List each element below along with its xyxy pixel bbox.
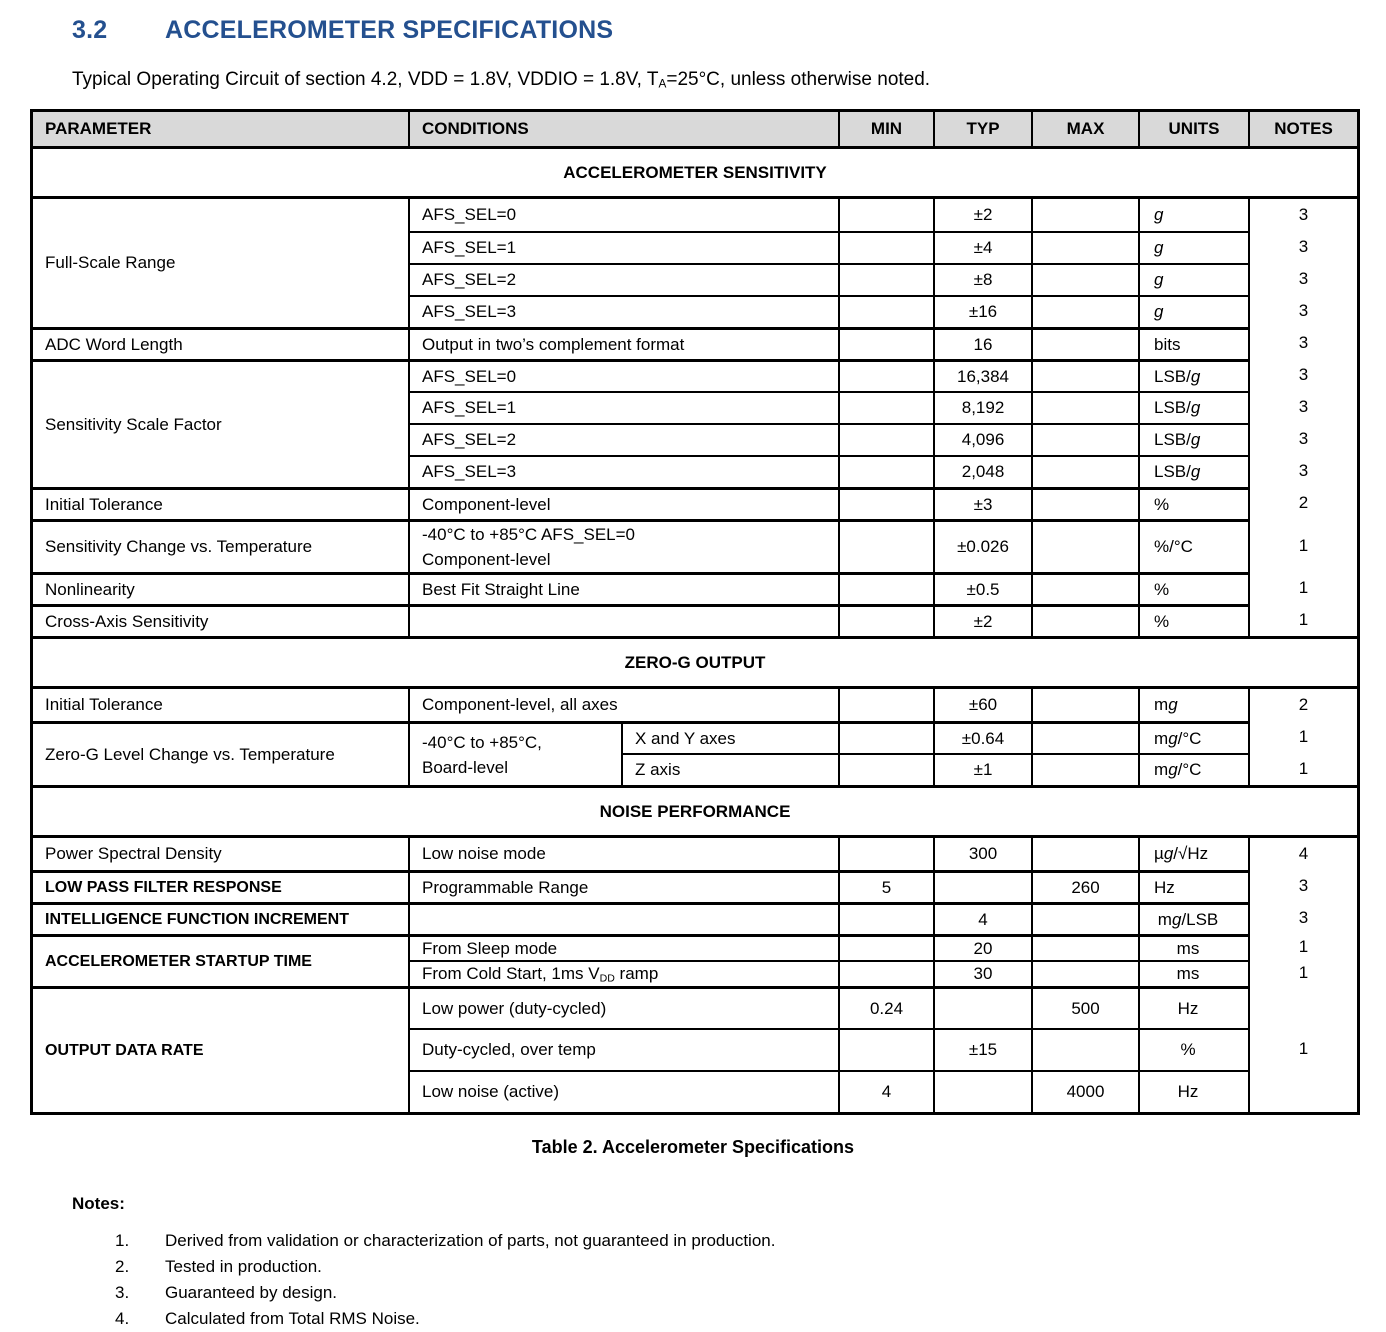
table-header-row <box>33 112 1357 146</box>
param-cell: INTELLIGENCE FUNCTION INCREMENT <box>33 902 408 934</box>
column-header-conditions: CONDITIONS <box>408 112 838 146</box>
typ-cell: 4,096 <box>933 423 1031 455</box>
cond-sub-cell: X and Y axes <box>621 721 838 753</box>
param-cell: Nonlinearity <box>33 572 408 604</box>
typ-cell: 4 <box>933 902 1031 934</box>
units-cell: mg/°C <box>1138 721 1248 753</box>
typ-cell: 16 <box>933 327 1031 359</box>
cond-text-end: ramp <box>614 963 659 983</box>
notes-cell: 3 <box>1248 231 1357 263</box>
column-header-typ: TYP <box>933 112 1031 146</box>
table-row <box>33 327 1357 359</box>
max-cell <box>1031 934 1138 960</box>
cond-cell: Component-level <box>408 487 838 519</box>
min-cell <box>838 902 933 934</box>
units-cell: % <box>1138 604 1248 636</box>
cond-cell: Duty-cycled, over temp <box>408 1028 838 1070</box>
notes-cell: 1 <box>1248 753 1357 785</box>
notes-cell: 1 <box>1248 934 1357 960</box>
max-cell <box>1031 391 1138 423</box>
min-cell <box>838 753 933 785</box>
table-row <box>33 934 1357 960</box>
subtitle-text: Typical Operating Circuit of section 4.2, VDD = 1.8V, VDDIO = 1.8V, T <box>72 69 659 90</box>
cond-cell <box>408 902 838 934</box>
notes-cell: 3 <box>1248 199 1357 231</box>
units-cell: Hz <box>1138 986 1248 1028</box>
typ-cell: ±4 <box>933 231 1031 263</box>
notes-cell: 3 <box>1248 263 1357 295</box>
cond-cell: AFS_SEL=2 <box>408 423 838 455</box>
cond-cell: AFS_SEL=1 <box>408 231 838 263</box>
param-cell: Initial Tolerance <box>33 487 408 519</box>
typ-cell: ±0.64 <box>933 721 1031 753</box>
note-number: 4. <box>115 1309 130 1328</box>
typ-cell: ±2 <box>933 199 1031 231</box>
note-text: Guaranteed by design. <box>165 1283 338 1302</box>
units-cell: bits <box>1138 327 1248 359</box>
notes-cell: 1 <box>1248 721 1357 753</box>
note-text: Calculated from Total RMS Noise. <box>165 1309 420 1328</box>
typ-cell: 20 <box>933 934 1031 960</box>
param-cell: Zero-G Level Change vs. Temperature <box>33 721 408 785</box>
units-cell: mg <box>1138 689 1248 721</box>
param-cell: Cross-Axis Sensitivity <box>33 604 408 636</box>
table-row <box>33 604 1357 636</box>
notes-cell: 3 <box>1248 359 1357 391</box>
section-label: ZERO-G OUTPUT <box>33 636 1357 689</box>
cond-cell: Best Fit Straight Line <box>408 572 838 604</box>
cond-cell: AFS_SEL=1 <box>408 391 838 423</box>
min-cell <box>838 231 933 263</box>
notes-cell: 3 <box>1248 870 1357 902</box>
table-row <box>33 199 1357 231</box>
max-cell: 4000 <box>1031 1070 1138 1112</box>
max-cell <box>1031 753 1138 785</box>
subtitle-subscript: A <box>658 77 667 91</box>
typ-cell: ±0.026 <box>933 519 1031 572</box>
notes-cell: 1 <box>1248 1028 1357 1070</box>
max-cell <box>1031 423 1138 455</box>
note-number: 3. <box>115 1283 130 1302</box>
note-text: Tested in production. <box>165 1257 322 1276</box>
min-cell: 0.24 <box>838 986 933 1028</box>
section-row-noise <box>33 785 1357 838</box>
min-cell: 5 <box>838 870 933 902</box>
units-cell: g <box>1138 231 1248 263</box>
notes-cell: 3 <box>1248 295 1357 327</box>
units-cell: % <box>1138 1028 1248 1070</box>
notes-cell: 1 <box>1248 960 1357 986</box>
notes-block <box>72 1194 1386 1332</box>
table-row <box>33 572 1357 604</box>
units-cell: mg/LSB <box>1138 902 1248 934</box>
max-cell <box>1031 359 1138 391</box>
typ-cell <box>933 986 1031 1028</box>
units-cell: mg/°C <box>1138 753 1248 785</box>
table-row <box>33 870 1357 902</box>
typ-cell <box>933 1070 1031 1112</box>
column-header-units: UNITS <box>1138 112 1248 146</box>
min-cell <box>838 455 933 487</box>
cond-cell: Component-level, all axes <box>408 689 838 721</box>
units-cell: g <box>1138 263 1248 295</box>
max-cell <box>1031 487 1138 519</box>
typ-cell <box>933 870 1031 902</box>
table-row <box>33 838 1357 870</box>
typ-cell: ±8 <box>933 263 1031 295</box>
section-heading <box>72 16 1386 45</box>
units-cell: g <box>1138 199 1248 231</box>
notes-cell: 4 <box>1248 838 1357 870</box>
units-cell: LSB/g <box>1138 455 1248 487</box>
table-row <box>33 902 1357 934</box>
subtitle-text-end: =25°C, unless otherwise noted. <box>666 69 931 90</box>
max-cell <box>1031 455 1138 487</box>
max-cell <box>1031 295 1138 327</box>
min-cell <box>838 604 933 636</box>
max-cell <box>1031 263 1138 295</box>
section-label: NOISE PERFORMANCE <box>33 785 1357 838</box>
min-cell <box>838 838 933 870</box>
units-cell: %/°C <box>1138 519 1248 572</box>
notes-cell: 1 <box>1248 519 1357 572</box>
list-item <box>72 1280 1386 1306</box>
table-row <box>33 986 1357 1028</box>
column-header-notes: NOTES <box>1248 112 1357 146</box>
accelerometer-spec-table <box>30 109 1360 1115</box>
param-cell: ADC Word Length <box>33 327 408 359</box>
min-cell <box>838 934 933 960</box>
max-cell <box>1031 327 1138 359</box>
notes-list <box>72 1228 1386 1332</box>
max-cell <box>1031 572 1138 604</box>
cond-cell <box>408 960 838 986</box>
notes-cell: 3 <box>1248 455 1357 487</box>
cond-cell: AFS_SEL=0 <box>408 359 838 391</box>
cond-cell <box>408 519 838 572</box>
units-cell: Hz <box>1138 1070 1248 1112</box>
max-cell: 500 <box>1031 986 1138 1028</box>
notes-cell: 2 <box>1248 689 1357 721</box>
notes-cell: 1 <box>1248 572 1357 604</box>
max-cell <box>1031 960 1138 986</box>
table-row <box>33 689 1357 721</box>
min-cell <box>838 487 933 519</box>
notes-cell <box>1248 986 1357 1028</box>
notes-cell: 3 <box>1248 902 1357 934</box>
cond-cell: Low noise (active) <box>408 1070 838 1112</box>
units-cell: Hz <box>1138 870 1248 902</box>
table-row <box>33 487 1357 519</box>
param-cell: Sensitivity Change vs. Temperature <box>33 519 408 572</box>
column-header-max: MAX <box>1031 112 1138 146</box>
min-cell <box>838 327 933 359</box>
min-cell <box>838 519 933 572</box>
section-label: ACCELEROMETER SENSITIVITY <box>33 146 1357 199</box>
units-cell: ms <box>1138 934 1248 960</box>
typ-cell: ±16 <box>933 295 1031 327</box>
min-cell <box>838 295 933 327</box>
note-number: 2. <box>115 1257 130 1276</box>
operating-conditions-note <box>72 69 1386 91</box>
section-row-sensitivity <box>33 146 1357 199</box>
min-cell <box>838 572 933 604</box>
max-cell <box>1031 1028 1138 1070</box>
table-row <box>33 359 1357 391</box>
max-cell <box>1031 604 1138 636</box>
notes-title: Notes: <box>72 1194 125 1213</box>
table-row <box>33 519 1357 572</box>
column-header-parameter: PARAMETER <box>33 112 408 146</box>
cond-cell: AFS_SEL=3 <box>408 295 838 327</box>
min-cell <box>838 199 933 231</box>
typ-cell: ±1 <box>933 753 1031 785</box>
max-cell <box>1031 199 1138 231</box>
units-cell: g <box>1138 295 1248 327</box>
units-cell: µg/√Hz <box>1138 838 1248 870</box>
units-cell: LSB/g <box>1138 391 1248 423</box>
min-cell <box>838 391 933 423</box>
cond-cell: Output in two’s complement format <box>408 327 838 359</box>
table-row <box>33 721 1357 753</box>
section-number: 3.2 <box>72 16 108 44</box>
units-cell: LSB/g <box>1138 359 1248 391</box>
cond-cell: AFS_SEL=3 <box>408 455 838 487</box>
param-cell: ACCELEROMETER STARTUP TIME <box>33 934 408 986</box>
cond-cell: Programmable Range <box>408 870 838 902</box>
param-cell: Power Spectral Density <box>45 844 222 863</box>
typ-cell: 30 <box>933 960 1031 986</box>
max-cell <box>1031 689 1138 721</box>
section-row-zero-g <box>33 636 1357 689</box>
notes-cell: 3 <box>1248 423 1357 455</box>
cond-cell: Low noise mode <box>408 838 838 870</box>
cond-cell: AFS_SEL=2 <box>408 263 838 295</box>
param-cell: OUTPUT DATA RATE <box>33 986 408 1112</box>
cond-text: From Cold Start, 1ms V <box>422 963 600 983</box>
min-cell <box>838 359 933 391</box>
typ-cell: 16,384 <box>933 359 1031 391</box>
units-cell: % <box>1138 487 1248 519</box>
param-cell: Full-Scale Range <box>45 253 176 272</box>
cond-cell <box>408 721 621 785</box>
min-cell: 4 <box>838 1070 933 1112</box>
max-cell <box>1031 721 1138 753</box>
units-cell: % <box>1138 572 1248 604</box>
table-caption: Table 2. Accelerometer Specifications <box>531 1137 855 1157</box>
list-item <box>72 1306 1386 1332</box>
typ-cell: 8,192 <box>933 391 1031 423</box>
cond-subscript: DD <box>599 972 615 985</box>
cond-line-1: -40°C to +85°C AFS_SEL=0 <box>422 525 635 544</box>
units-cell: LSB/g <box>1138 423 1248 455</box>
note-number: 1. <box>115 1231 130 1250</box>
param-cell: Sensitivity Scale Factor <box>33 359 408 487</box>
max-cell <box>1031 902 1138 934</box>
max-cell: 260 <box>1031 870 1138 902</box>
notes-cell <box>1248 1070 1357 1112</box>
cond-line-2: Component-level <box>422 550 551 569</box>
typ-cell: ±60 <box>933 689 1031 721</box>
section-title: ACCELEROMETER SPECIFICATIONS <box>165 16 614 44</box>
typ-cell: ±0.5 <box>933 572 1031 604</box>
min-cell <box>838 263 933 295</box>
typ-cell: 2,048 <box>933 455 1031 487</box>
cond-sub-cell: Z axis <box>621 753 838 785</box>
min-cell <box>838 423 933 455</box>
typ-cell: ±2 <box>933 604 1031 636</box>
max-cell <box>1031 838 1138 870</box>
cond-line-1: -40°C to +85°C, <box>422 732 542 752</box>
cond-cell: Low power (duty-cycled) <box>408 986 838 1028</box>
units-cell: ms <box>1138 960 1248 986</box>
min-cell <box>838 689 933 721</box>
typ-cell: 300 <box>933 838 1031 870</box>
min-cell <box>838 721 933 753</box>
max-cell <box>1031 231 1138 263</box>
notes-cell: 3 <box>1248 327 1357 359</box>
min-cell <box>838 1028 933 1070</box>
notes-cell: 2 <box>1248 487 1357 519</box>
typ-cell: ±15 <box>933 1028 1031 1070</box>
notes-cell: 1 <box>1248 604 1357 636</box>
list-item <box>72 1254 1386 1280</box>
column-header-min: MIN <box>838 112 933 146</box>
cond-cell: From Sleep mode <box>408 934 838 960</box>
cond-cell <box>408 604 838 636</box>
note-text: Derived from validation or characterization of parts, not guaranteed in production. <box>165 1231 776 1250</box>
min-cell <box>838 960 933 986</box>
cond-cell: AFS_SEL=0 <box>408 199 838 231</box>
notes-cell: 3 <box>1248 391 1357 423</box>
param-cell: LOW PASS FILTER RESPONSE <box>33 870 408 902</box>
typ-cell: ±3 <box>933 487 1031 519</box>
max-cell <box>1031 519 1138 572</box>
param-cell: Initial Tolerance <box>45 695 163 714</box>
list-item <box>72 1228 1386 1254</box>
cond-line-2: Board-level <box>422 757 508 777</box>
